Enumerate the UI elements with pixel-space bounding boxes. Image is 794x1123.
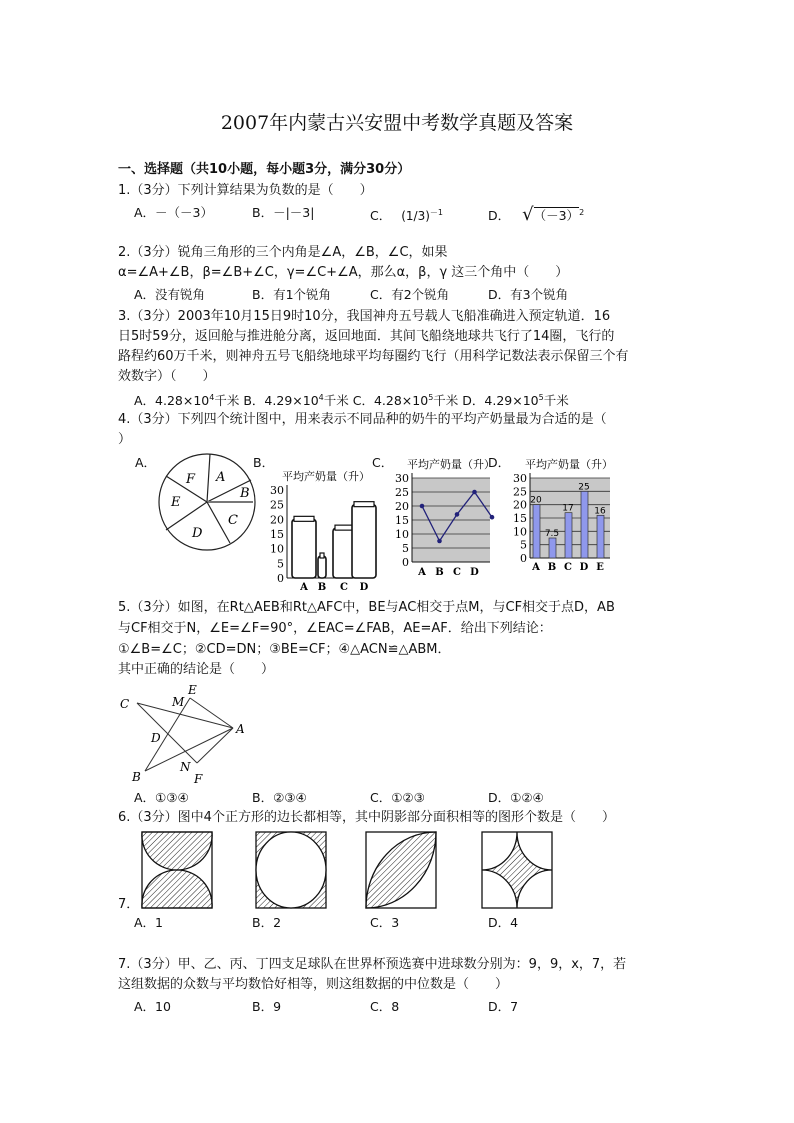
unit: 千米: [433, 393, 459, 409]
point-label: C: [120, 697, 130, 711]
figure-prefix: 7．: [118, 897, 140, 912]
q7-option-c: C．8: [370, 999, 400, 1014]
x-tick-label: D: [359, 582, 369, 593]
q6-option-b: B．2: [252, 915, 282, 930]
q2-option-d: D．有3个锐角: [488, 287, 569, 302]
exponent: 2: [579, 208, 585, 217]
q5-line: 其中正确的结论是（ ）: [118, 662, 275, 677]
y-tick-label: 0: [277, 572, 284, 585]
chart-title: 平均产奶量（升）: [282, 470, 370, 483]
y-tick-label: 20: [513, 498, 527, 512]
x-tick-label: A: [532, 562, 540, 573]
q5-line: 与CF相交于N，∠E=∠F=90°，∠EAC=∠FAB，AE=AF．给出下列结论：: [118, 621, 552, 636]
x-tick-label: E: [596, 562, 604, 573]
point-label: M: [172, 695, 185, 709]
y-tick-label: 15: [513, 512, 527, 525]
y-tick-label: 10: [270, 542, 284, 556]
sqrt-radicand: （－3）: [533, 208, 580, 224]
q4-option-b: B．: [253, 455, 275, 470]
y-tick-label: 30: [395, 472, 409, 485]
q3-line: 3.（3分）2003年10月15日9时10分，我国神舟五号载人飞船准确进入预定轨道．16: [118, 309, 611, 324]
q5-option-d: D．①②④: [488, 790, 544, 805]
fraction-expression: (1/3): [401, 209, 430, 224]
data-label: 16: [594, 506, 606, 517]
y-tick-label: 0: [520, 552, 527, 565]
q3-line: 日5时59分，返回舱与推进舱分离，返回地面．其间飞船绕地球共飞行了14圈，飞行的: [118, 329, 615, 344]
q6-option-c: C．3: [370, 915, 400, 930]
x-tick-label: A: [300, 582, 308, 593]
y-tick-label: 15: [270, 528, 284, 541]
point-label: A: [236, 722, 245, 736]
q7-line: 7.（3分）甲、乙、丙、丁四支足球队在世界杯预选赛中进球数分别为：9，9，x，7，若: [118, 957, 627, 972]
pie-label: B: [240, 486, 250, 501]
point-label: B: [132, 770, 141, 784]
option-label: C．: [370, 208, 392, 224]
pie-label: C: [228, 513, 238, 528]
q7-option-b: B．9: [252, 999, 282, 1014]
chart-title: 平均产奶量（升）: [525, 458, 613, 471]
y-tick-label: 25: [513, 485, 527, 499]
y-tick-label: 0: [402, 556, 409, 569]
q2-option-c: C．有2个锐角: [370, 287, 450, 302]
point-label: N: [180, 760, 191, 774]
pie-label: E: [171, 495, 181, 510]
q1-stem: 1.（3分）下列计算结果为负数的是（ ）: [118, 183, 373, 198]
y-tick-label: 10: [395, 528, 409, 541]
q6-stem: 6.（3分）图中4个正方形的边长都相等，其中阴影部分面积相等的图形个数是（ ）: [118, 810, 615, 825]
data-label: 25: [578, 482, 590, 493]
q4-option-c: C．: [372, 455, 394, 470]
unit: 千米: [323, 393, 349, 409]
q3-line: 效数字）（ ）: [118, 369, 216, 384]
data-label: 20: [530, 495, 542, 506]
point-label: E: [188, 683, 197, 697]
q6-option-d: D．4: [488, 915, 519, 930]
y-tick-label: 15: [395, 514, 409, 527]
option-label: B．4.29×10: [243, 393, 319, 409]
unit: 千米: [543, 393, 569, 409]
section-heading: 一、选择题（共10小题，每小题3分，满分30分）: [118, 162, 411, 177]
q4-option-d: D．: [488, 455, 511, 470]
y-tick-label: 10: [513, 525, 527, 539]
pie-label: D: [192, 526, 203, 541]
y-tick-label: 30: [270, 484, 284, 497]
x-tick-label: A: [418, 567, 426, 578]
page-title: 2007年内蒙古兴安盟中考数学真题及答案: [220, 112, 574, 134]
exponent: －1: [429, 208, 443, 217]
unit: 千米: [214, 393, 240, 409]
q5-option-b: B．②③④: [252, 790, 307, 805]
pie-label: A: [216, 470, 226, 485]
square-figure-3: [366, 832, 436, 908]
pie-label: F: [186, 472, 196, 487]
y-tick-label: 30: [513, 472, 527, 485]
option-label: D．4.29×10: [462, 393, 539, 409]
option-label: C．4.28×10: [352, 393, 429, 409]
q5-line: 5.（3分）如图，在Rt△AEB和Rt△AFC中，BE与AC相交于点M，与CF相交于点D，AB: [118, 600, 615, 615]
x-tick-label: B: [435, 567, 444, 578]
y-tick-label: 25: [270, 498, 284, 512]
x-tick-label: D: [579, 562, 589, 573]
point-label: F: [194, 772, 203, 786]
x-tick-label: C: [564, 562, 572, 573]
y-tick-label: 20: [270, 513, 284, 527]
q2-line: α=∠A+∠B，β=∠B+∠C，γ=∠C+∠A，那么α，β，γ 这三个角中（ ）: [118, 265, 569, 280]
square-figure-1: [142, 832, 212, 908]
x-tick-label: C: [453, 567, 461, 578]
q3-line: 路程约60万千米，则神舟五号飞船绕地球平均每圈约飞行（用科学记数法表示保留三个有: [118, 349, 629, 364]
q4-line: ）: [118, 432, 132, 447]
exponent: 4: [209, 393, 215, 402]
x-tick-label: B: [317, 582, 327, 593]
y-tick-label: 20: [395, 500, 409, 513]
data-label: 17: [562, 503, 574, 514]
x-tick-label: D: [470, 567, 479, 578]
q1-option-b: B．－|－3|: [252, 205, 315, 220]
q6-option-a: A．1: [134, 915, 164, 930]
y-tick-label: 5: [520, 538, 527, 552]
option-label: A．4.28×10: [134, 393, 210, 409]
q7-option-a: A．10: [134, 999, 171, 1014]
q7-line: 这组数据的众数与平均数恰好相等，则这组数据的中位数是（ ）: [118, 977, 509, 992]
exponent: 5: [538, 393, 544, 402]
option-label: D．: [488, 208, 511, 224]
q5-option-a: A．①③④: [134, 790, 189, 805]
chart-title: 平均产奶量（升）: [407, 458, 495, 471]
data-label: 7.5: [544, 529, 560, 539]
q4-line: 4.（3分）下列四个统计图中，用来表示不同品种的奶牛的平均产奶量最为合适的是（: [118, 412, 607, 427]
q1-option-a: A．－（－3）: [134, 205, 214, 220]
x-tick-label: B: [547, 562, 557, 573]
q4-option-a: A．: [135, 455, 157, 470]
exponent: 4: [318, 393, 324, 402]
x-tick-label: C: [340, 582, 348, 593]
exponent: 5: [428, 393, 434, 402]
y-tick-label: 5: [402, 542, 409, 555]
y-tick-label: 5: [277, 557, 284, 571]
q7-option-d: D．7: [488, 999, 519, 1014]
q2-option-a: A．没有锐角: [134, 287, 206, 302]
q5-line: ①∠B=∠C；②CD=DN；③BE=CF；④△ACN≌△ABM．: [118, 642, 451, 657]
square-figure-4: [482, 832, 552, 908]
point-label: D: [151, 731, 161, 745]
sqrt-icon: √: [522, 204, 534, 226]
q2-line: 2.（3分）锐角三角形的三个内角是∠A，∠B，∠C，如果: [118, 245, 448, 260]
square-figure-2: [256, 832, 326, 908]
q5-option-c: C．①②③: [370, 790, 425, 805]
y-tick-label: 25: [395, 486, 409, 499]
q2-option-b: B．有1个锐角: [252, 287, 332, 302]
